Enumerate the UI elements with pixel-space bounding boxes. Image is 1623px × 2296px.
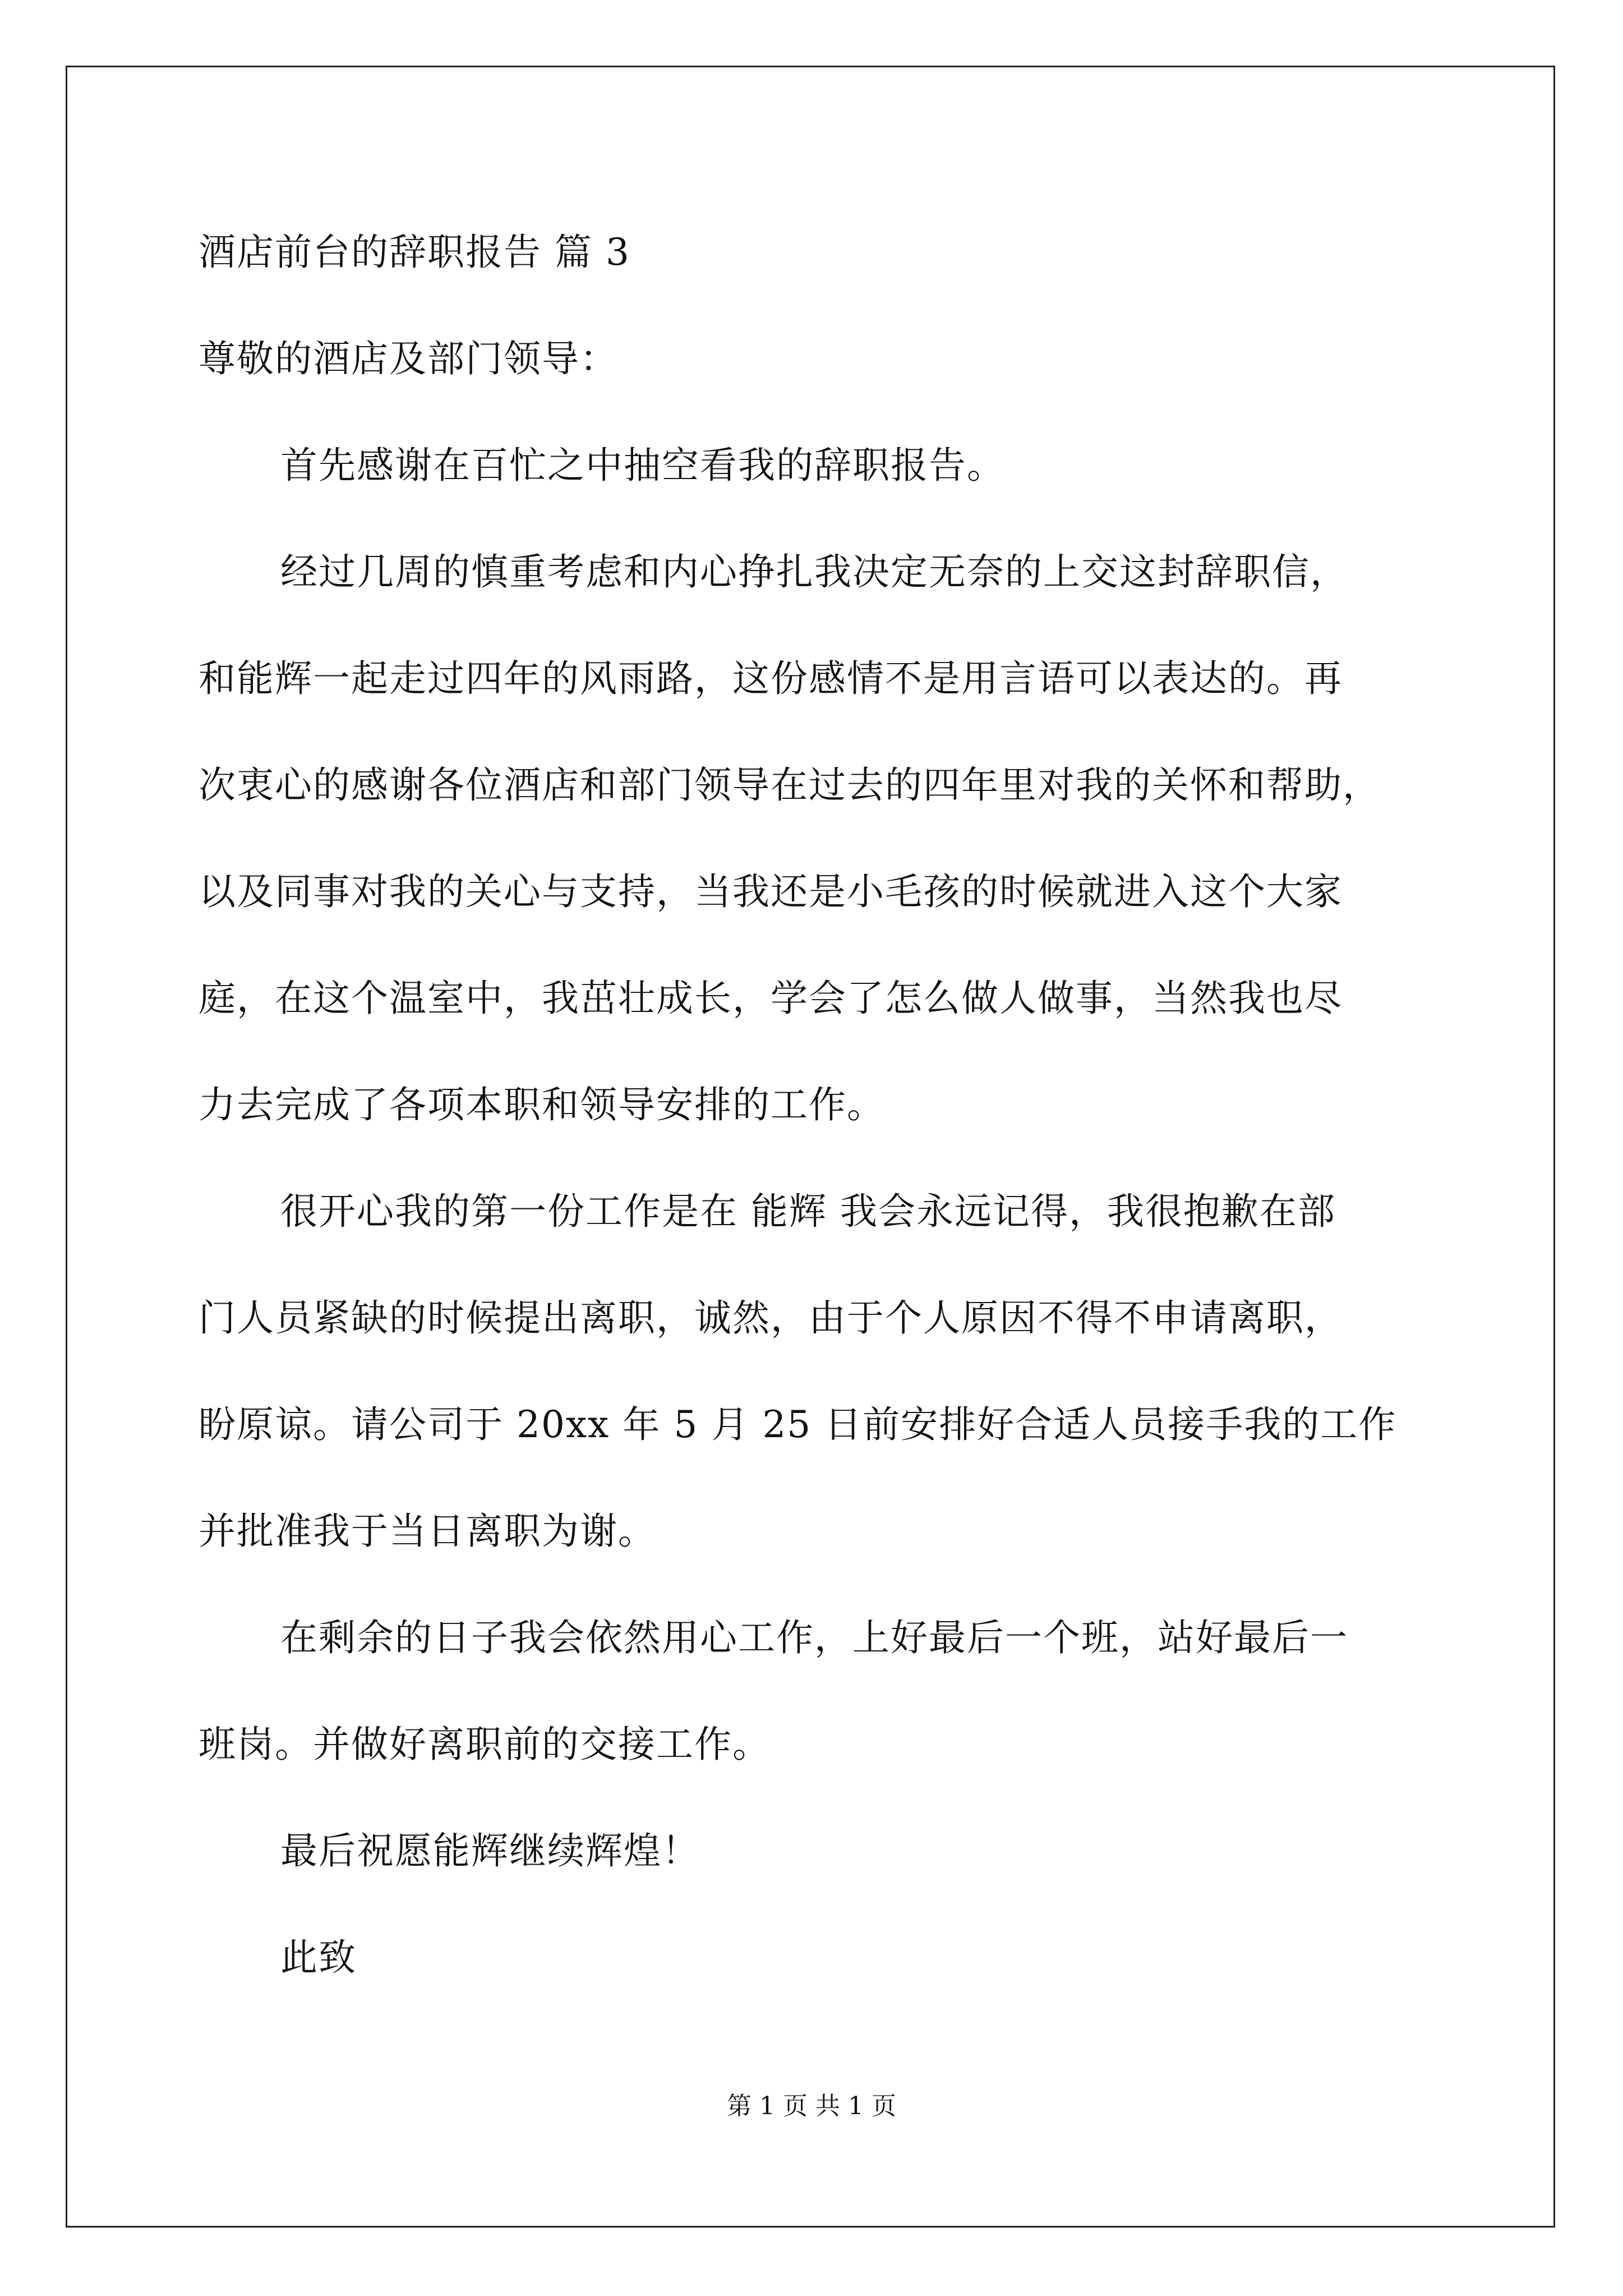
paragraph-2-line-1: 经过几周的慎重考虑和内心挣扎我决定无奈的上交这封辞职信， <box>280 550 1348 593</box>
document-title: 酒店前台的辞职报告 篇 3 <box>199 231 630 274</box>
paragraph-3-line-1: 很开心我的第一份工作是在 能辉 我会永远记得，我很抱歉在部 <box>280 1190 1336 1233</box>
paragraph-3-line-2: 门人员紧缺的时候提出离职，诚然，由于个人原因不得不申请离职， <box>199 1296 1343 1340</box>
closing-wish: 最后祝愿能辉继续辉煌！ <box>280 1829 700 1872</box>
paragraph-2-line-6: 力去完成了各项本职和领导安排的工作。 <box>199 1083 885 1126</box>
paragraph-2-line-4: 以及同事对我的关心与支持，当我还是小毛孩的时候就进入这个大家 <box>199 870 1343 913</box>
paragraph-2-line-5: 庭，在这个温室中，我茁壮成长，学会了怎么做人做事，当然我也尽 <box>199 977 1343 1020</box>
paragraph-4-line-2: 班岗。并做好离职前的交接工作。 <box>199 1723 771 1766</box>
page-border <box>66 66 1555 2228</box>
paragraph-4-line-1: 在剩余的日子我会依然用心工作，上好最后一个班，站好最后一 <box>280 1616 1348 1659</box>
salutation: 尊敬的酒店及部门领导： <box>199 337 618 380</box>
closing-salute: 此致 <box>280 1936 357 1979</box>
paragraph-2-line-3: 次衷心的感谢各位酒店和部门领导在过去的四年里对我的关怀和帮助， <box>199 763 1381 807</box>
page-footer: 第 1 页 共 1 页 <box>727 2092 896 2120</box>
paragraph-2-line-2: 和能辉一起走过四年的风雨路，这份感情不是用言语可以表达的。再 <box>199 657 1343 700</box>
paragraph-3-line-3: 盼原谅。请公司于 20xx 年 5 月 25 日前安排好合适人员接手我的工作 <box>199 1403 1397 1446</box>
paragraph-3-line-4: 并批准我于当日离职为谢。 <box>199 1510 656 1553</box>
paragraph-1-line-1: 首先感谢在百忙之中抽空看我的辞职报告。 <box>280 444 1005 487</box>
